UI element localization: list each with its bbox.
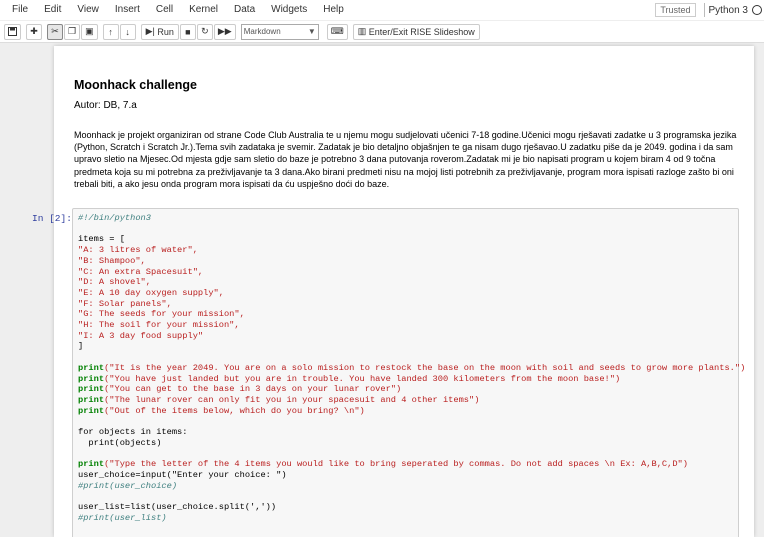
chevron-down-icon: ▼ bbox=[307, 27, 316, 36]
code-editor[interactable] bbox=[78, 213, 745, 523]
divider bbox=[704, 3, 705, 17]
kernel-name: Python 3 bbox=[708, 4, 748, 16]
code-line: "B: Shampoo", bbox=[78, 255, 146, 266]
cell-prompt: In [2]: bbox=[32, 213, 72, 224]
code-line: ("It is the year 2049. You are on a solo mission to restock the base on the moon with soil and seeds to grow more plants.") bbox=[104, 362, 746, 373]
print-keyword: print bbox=[78, 405, 105, 416]
menu-help[interactable]: Help bbox=[323, 4, 344, 15]
code-line: ("Type the letter of the 4 items you would like to bring seperated by commas. Do not add spaces \n Ex: A,B,C,D") bbox=[104, 459, 688, 470]
kernel-status-icon bbox=[752, 5, 762, 15]
print-keyword: print bbox=[78, 362, 105, 373]
code-line: "H: The soil for your mission", bbox=[78, 320, 240, 331]
cut-button[interactable] bbox=[47, 24, 63, 40]
cell-type-value: Markdown bbox=[243, 27, 281, 36]
menu-widgets[interactable]: Widgets bbox=[271, 4, 308, 15]
restart-button[interactable] bbox=[197, 24, 213, 40]
insert-cell-button[interactable] bbox=[26, 24, 42, 40]
code-line: user_list=list(user_choice.split(',')) bbox=[78, 501, 277, 512]
menu-file[interactable]: File bbox=[12, 4, 29, 15]
code-line: "D: A shovel", bbox=[78, 277, 151, 288]
run-button[interactable] bbox=[141, 24, 179, 40]
code-line: user_choice=input("Enter your choice: ") bbox=[78, 469, 287, 480]
code-line: for objects in items: bbox=[78, 427, 188, 438]
paste-icon: ▣ bbox=[85, 26, 94, 36]
code-line: "C: An extra Spacesuit", bbox=[78, 266, 204, 277]
code-line: ("You have just landed but you are in trouble. You have landed 300 kilometers from the moon base!") bbox=[104, 373, 621, 384]
code-line: ("The lunar rover can only fit you in your spacesuit and 4 other items") bbox=[104, 394, 480, 405]
rise-label: Enter/Exit RISE Slideshow bbox=[368, 26, 475, 37]
restart-run-all-button[interactable] bbox=[214, 24, 236, 40]
paste-button[interactable] bbox=[81, 24, 98, 40]
arrow-down-icon: ↓ bbox=[125, 26, 130, 37]
run-label: Run bbox=[157, 26, 174, 37]
arrow-up-icon: ↑ bbox=[108, 26, 113, 37]
move-down-button[interactable] bbox=[120, 24, 136, 40]
refresh-icon: ↻ bbox=[201, 26, 209, 36]
interrupt-button[interactable] bbox=[180, 24, 196, 40]
command-palette-button[interactable] bbox=[327, 24, 348, 40]
save-icon bbox=[8, 27, 17, 36]
print-keyword: print bbox=[78, 394, 105, 405]
code-line: "G: The seeds for your mission", bbox=[78, 309, 245, 320]
stop-icon: ■ bbox=[185, 26, 191, 37]
code-line: "E: A 10 day oxygen supply", bbox=[78, 287, 224, 298]
save-button[interactable] bbox=[4, 24, 21, 40]
move-up-button[interactable] bbox=[103, 24, 119, 40]
code-line: "I: A 3 day food supply" bbox=[78, 330, 204, 341]
menu-bar bbox=[0, 0, 764, 20]
trusted-badge[interactable]: Trusted bbox=[655, 3, 695, 17]
author-line: Autor: DB, 7.a bbox=[74, 100, 137, 111]
bar-chart-icon: ▥ bbox=[357, 26, 367, 36]
scissors-icon: ✂ bbox=[51, 26, 59, 36]
print-keyword: print bbox=[78, 384, 105, 395]
code-line: items = [ bbox=[78, 234, 125, 245]
code-line: ("Out of the items below, which do you bring? \n") bbox=[104, 405, 365, 416]
print-keyword: print bbox=[78, 373, 105, 384]
step-forward-icon: ▶| bbox=[145, 26, 155, 36]
code-line: "F: Solar panels", bbox=[78, 298, 172, 309]
code-line: #print(user_list) bbox=[78, 512, 167, 523]
copy-icon: ❐ bbox=[68, 26, 77, 36]
code-line: print(objects) bbox=[78, 437, 162, 448]
menu-edit[interactable]: Edit bbox=[44, 4, 62, 15]
copy-button[interactable] bbox=[64, 24, 80, 40]
rise-slideshow-button[interactable] bbox=[353, 24, 480, 40]
menu-data[interactable]: Data bbox=[234, 4, 256, 15]
code-cell[interactable] bbox=[72, 208, 746, 537]
menu-kernel[interactable]: Kernel bbox=[189, 4, 219, 15]
cell-type-select[interactable] bbox=[241, 24, 319, 40]
intro-paragraph: Moonhack je projekt organiziran od strane Code Club Australia te u njemu mogu sudjelovati učenici 7-18 godine.Učenici mogu rješavati zadatke u 3 programska jezika (Python, Scratch i Scratch Jr.).Tema svih zadataka je svemir. Zadatak je bio detaljno objašnjen te ga nisam dugo rješavao.U zadatku piše da je 2049. godina i da sam upravo sletio na Mjesec.Od mjesta gdje sam sletio do baze je potrebno 3 dana putovanja roverom.Zadatak mi je bio napisati program u kojem biram 4 od 9 točna predmeta koja su mi potrebna za preživljavanje ta 3 dana.Ako birani predmeti nisu na mojoj listi potrebnih za preživljavanje, program mora ispisati razloge zašto bi oni trebali biti, a ako jesu onda program mora ispisati da ću uspješno doći do baze. bbox=[74, 130, 737, 189]
menu-cell[interactable]: Cell bbox=[155, 4, 174, 15]
kernel-indicator-area bbox=[655, 0, 764, 20]
toolbar bbox=[0, 21, 764, 43]
code-line: #!/bin/python3 bbox=[78, 213, 151, 223]
code-line: ] bbox=[78, 341, 84, 352]
print-keyword: print bbox=[78, 459, 105, 470]
menu-insert[interactable]: Insert bbox=[114, 4, 140, 15]
code-line: ("You can get to the base in 3 days on your lunar rover") bbox=[104, 384, 402, 395]
notebook-title: Moonhack challenge bbox=[74, 78, 197, 92]
menu-view[interactable]: View bbox=[77, 4, 99, 15]
plus-icon: ✚ bbox=[30, 26, 38, 36]
fast-forward-icon: ▶▶ bbox=[217, 26, 232, 36]
code-line: "A: 3 litres of water", bbox=[78, 245, 198, 256]
code-line: #print(user_choice) bbox=[78, 480, 178, 491]
keyboard-icon: ⌨ bbox=[330, 26, 344, 36]
